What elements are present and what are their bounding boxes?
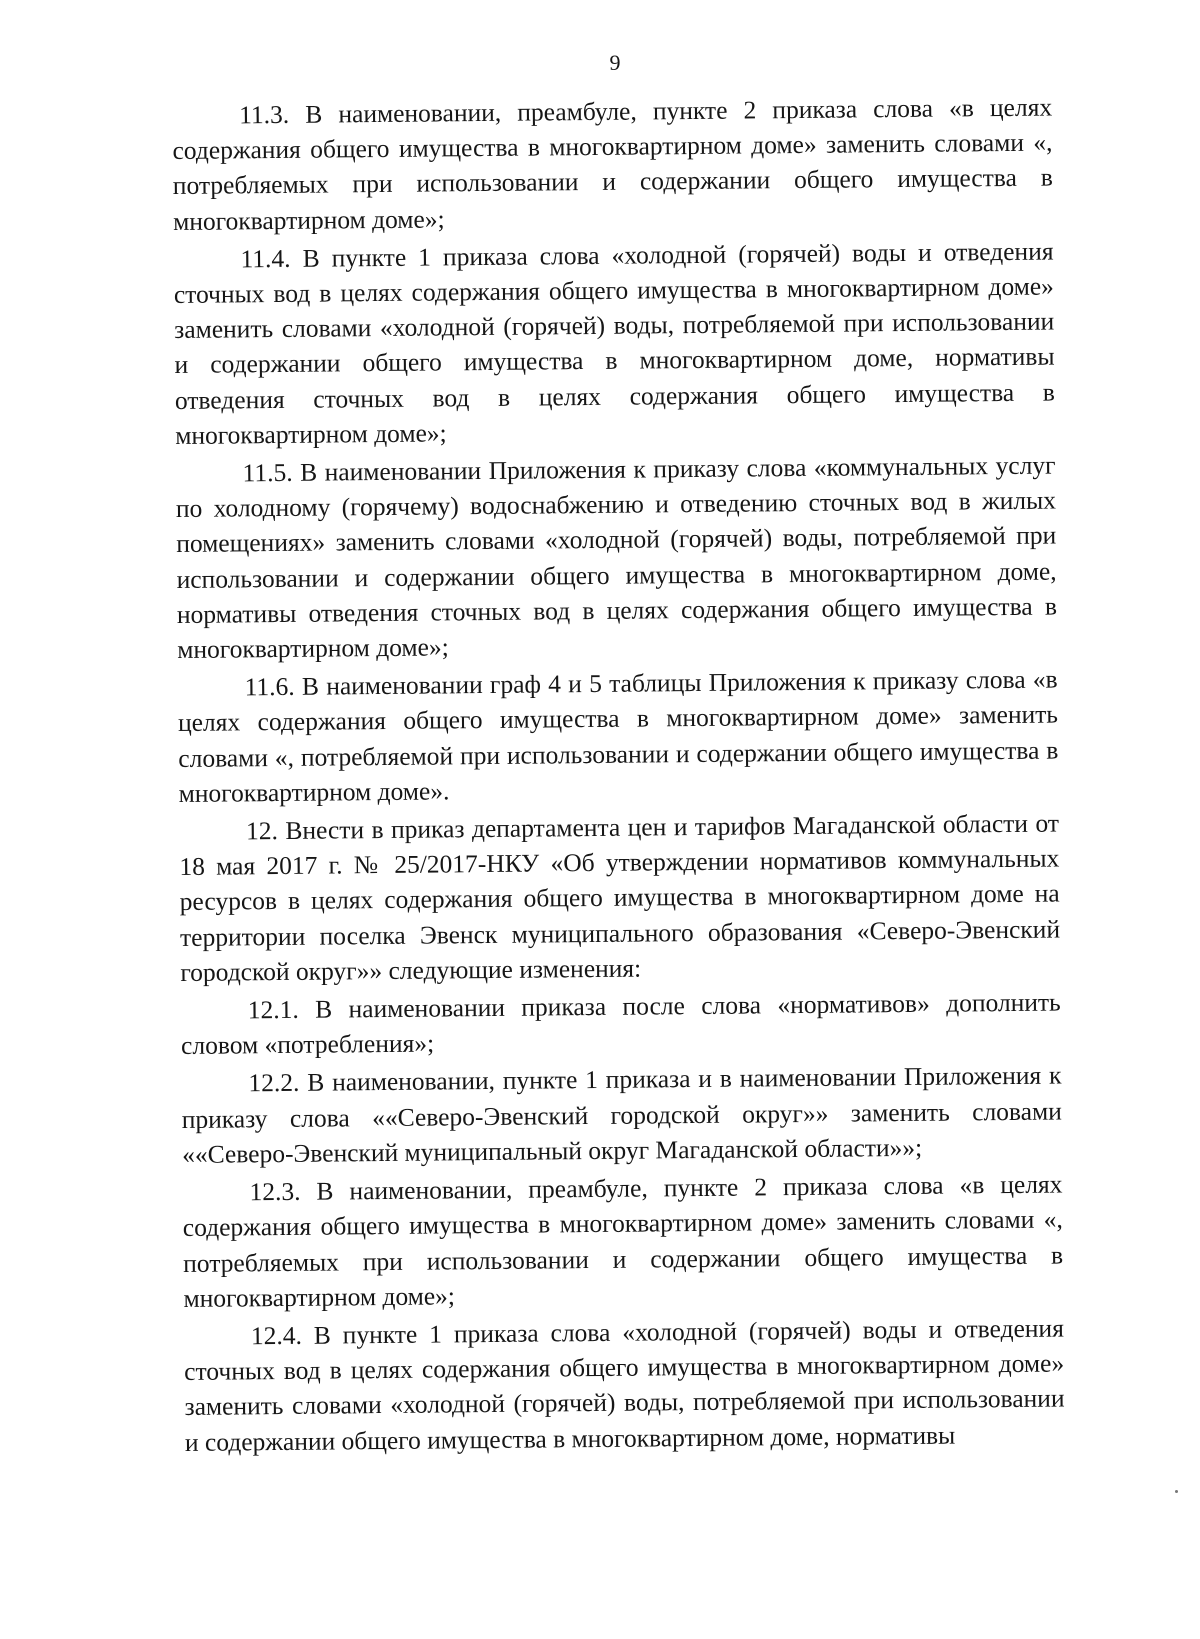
paragraph-12-4: 12.4. В пункте 1 приказа слова «холодной (горячей) воды и отведения сточных вод в целях содержания общего имущества в многоквартирном доме» заменить словами «холодной (горячей) воды, потребляемой при использовании и содержании общего имущества в многоквартирном доме, нормативы — [184, 1313, 1065, 1457]
paragraph-12-3: 12.3. В наименовании, преамбуле, пункте 2 приказа слова «в целях содержания общего имущества в многоквартирном доме» заменить словами «, потребляемых при использовании и содержании общего имущества в многоквартирном доме»; — [182, 1169, 1064, 1313]
scan-artifact — [1175, 1490, 1178, 1493]
paragraph-11-4: 11.4. В пункте 1 приказа слова «холодной (горячей) воды и отведения сточных вод в целях содержания общего имущества в многоквартирном доме» заменить словами «холодной (горячей) воды, потребляемой при использовании и содержании общего имущества в многоквартирном доме, нормативы отведения сточных вод в целях содержания общего имущества в многоквартирном доме»; — [173, 236, 1055, 450]
paragraph-12-1: 12.1. В наименовании приказа после слова «нормативов» дополнить словом «потребления»; — [180, 987, 1061, 1061]
page-number: 9 — [609, 50, 621, 75]
paragraph-11-6: 11.6. В наименовании граф 4 и 5 таблицы Приложения к приказу слова «в целях содержания общего имущества в многоквартирном доме» заменить словами «, потребляемой при использовании и содержании общего имущества в многоквартирном доме». — [177, 664, 1059, 808]
paragraph-12: 12. Внести в приказ департамента цен и тарифов Магаданской области от 18 мая 2017 г. № 25/2017-НКУ «Об утверждении нормативов коммунальных ресурсов в целях содержания общего имущества в многоквартирном доме на территории поселка Эвенск муниципального образования «Северо-Эвенский городской округ»» следующие изменения: — [179, 808, 1061, 987]
paragraph-11-5: 11.5. В наименовании Приложения к приказу слова «коммунальных услуг по холодному (горячему) водоснабжению и отведению сточных вод в жилых помещениях» заменить словами «холодной (горячей) воды, потребляемой при использовании и содержании общего имущества в многоквартирном доме, нормативы отведения сточных вод в целях содержания общего имущества в многоквартирном доме»; — [175, 450, 1058, 665]
document-body — [172, 90, 1065, 1463]
paragraph-12-2: 12.2. В наименовании, пункте 1 приказа и в наименовании Приложения к приказу слова ««Северо-Эвенский городской округ»» заменить словами ««Северо-Эвенский муниципальный округ Магаданской области»»; — [181, 1060, 1062, 1169]
paragraph-11-3: 11.3. В наименовании, преамбуле, пункте 2 приказа слова «в целях содержания общего имущества в многоквартирном доме» заменить словами «, потребляемых при использовании и содержании общего имущества в многоквартирном доме»; — [172, 92, 1053, 236]
